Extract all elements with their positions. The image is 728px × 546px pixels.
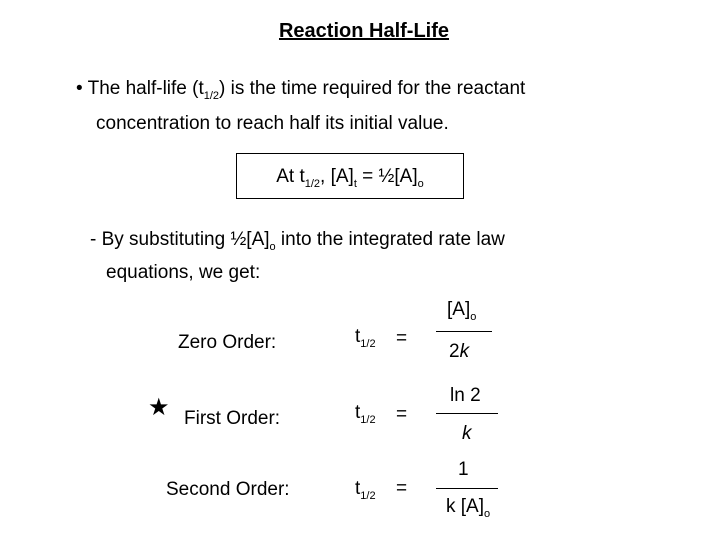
subscript: o xyxy=(269,241,276,253)
zero-order-t-half xyxy=(355,326,376,350)
bullet: • xyxy=(76,78,83,99)
zero-order-denominator xyxy=(449,341,469,363)
second-order-numerator: 1 xyxy=(458,459,469,480)
subscript: 1/2 xyxy=(360,414,376,426)
rate-constant: k xyxy=(459,341,470,362)
t-symbol: t xyxy=(355,478,361,499)
second-order-label: Second Order: xyxy=(166,479,290,500)
second-order-fraction-bar xyxy=(436,488,498,489)
first-order-label: First Order: xyxy=(184,408,281,429)
box-text-a: At t xyxy=(276,166,305,187)
definition-line-1 xyxy=(76,78,525,102)
box-text-b: , [A] xyxy=(320,166,354,187)
page-title: Reaction Half-Life xyxy=(278,20,450,42)
first-order-denominator: k xyxy=(462,423,472,444)
first-order-numerator: ln 2 xyxy=(450,385,481,406)
first-order-equals: = xyxy=(396,404,408,425)
substitution-line-2: equations, we get: xyxy=(106,262,261,283)
subscript: o xyxy=(470,311,477,323)
definition-line-2: concentration to reach half its initial value. xyxy=(96,113,449,134)
subscript: o xyxy=(417,178,424,190)
t-symbol: t xyxy=(355,402,361,423)
subscript: o xyxy=(484,508,491,520)
zero-order-equals: = xyxy=(396,328,408,349)
denominator-text: 2 xyxy=(449,341,460,362)
first-order-t-half xyxy=(355,402,376,426)
subscript: 1/2 xyxy=(304,178,321,190)
zero-order-label: Zero Order: xyxy=(178,332,277,353)
t-symbol: t xyxy=(355,326,361,347)
substitution-text-b: into the integrated rate law xyxy=(275,229,505,250)
zero-order-numerator xyxy=(447,299,476,323)
first-order-fraction-bar xyxy=(436,413,498,414)
subscript: t xyxy=(353,178,357,190)
substitution-line-1 xyxy=(90,229,505,253)
half-life-condition xyxy=(237,166,463,190)
definition-text-b: ) is the time required for the reactant xyxy=(219,78,526,99)
half-life-condition-box xyxy=(236,153,464,199)
denominator-text: k [A] xyxy=(446,496,485,517)
definition-text-a: The half-life (t xyxy=(87,78,204,99)
subscript: 1/2 xyxy=(360,490,376,502)
second-order-equals: = xyxy=(396,478,408,499)
second-order-denominator xyxy=(446,496,490,520)
box-text-c: = ½[A] xyxy=(356,166,418,187)
zero-order-fraction-bar xyxy=(436,331,492,332)
star-icon: ★ xyxy=(148,394,170,421)
substitution-text-a: - By substituting ½[A] xyxy=(90,229,270,250)
second-order-t-half xyxy=(355,478,376,502)
subscript: 1/2 xyxy=(203,90,220,102)
subscript: 1/2 xyxy=(360,338,376,350)
numerator-text: [A] xyxy=(447,299,471,320)
